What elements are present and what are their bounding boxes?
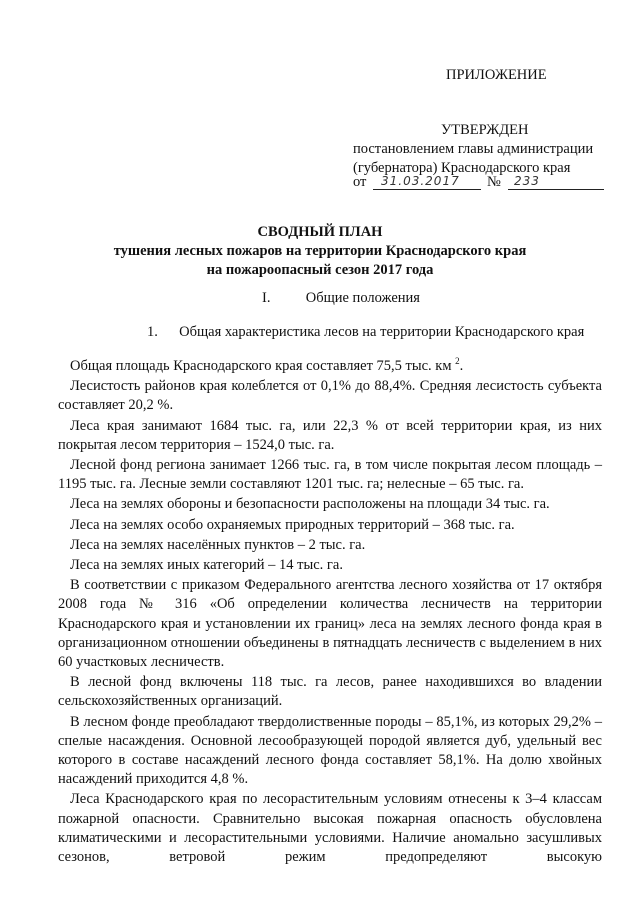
date-prefix: от [353, 174, 367, 190]
number-prefix: № [487, 174, 501, 190]
paragraph-settlements: Леса на землях населённых пунктов – 2 тыс. га. [70, 536, 366, 553]
paragraph-defense-lands: Леса на землях обороны и безопасности расположены на площади 34 тыс. га. [70, 496, 550, 513]
title-line-1: СВОДНЫЙ ПЛАН [257, 224, 383, 240]
paragraph-protected-areas: Леса на землях особо охраняемых природных территорий – 368 тыс. га. [70, 516, 515, 533]
date-handwritten: 31.03.2017 [381, 174, 460, 188]
section-number: I. [262, 290, 271, 306]
document-title [0, 223, 640, 280]
paragraph-other-categories: Леса на землях иных категорий – 14 тыс. га. [70, 557, 343, 574]
decree-line-2: (губернатора) Краснодарского края [353, 160, 571, 176]
paragraph-forest-fund: Лесной фонд региона занимает 1266 тыс. га, в том числе покрытая лесом площадь – 1195 тыс. га. Лесные земли составляют 1201 тыс. га; нелесные – 65 тыс. га. [58, 457, 602, 493]
subsection-title: Общая характеристика лесов на территории Краснодарского края [179, 324, 585, 340]
paragraph-species-composition: В лесном фонде преобладают твердолиственные породы – 85,1%, из которых 29,2% – спелые насаждения. Основной лесообразующей породой является дуб, удельный вес которого в составе насаждений лесного фонда составляет 58,1%. На долю хвойных насаждений приходится 4,8 %. [58, 713, 602, 788]
paragraph-forest-cover: Лесистость районов края колеблется от 0,1% до 88,4%. Средняя лесистость субъекта составляет 20,2 %. [58, 378, 602, 414]
title-line-2: тушения лесных пожаров на территории Краснодарского края [113, 243, 527, 259]
section-title: Общие положения [305, 290, 420, 306]
paragraph-forest-area: Леса края занимают 1684 тыс. га, или 22,3 % от всей территории края, из них покрытая лесом территория – 1524,0 тыс. га. [58, 417, 602, 453]
subsection-number: 1. [147, 324, 158, 340]
section-heading [262, 289, 420, 308]
appendix-label: ПРИЛОЖЕНИЕ [446, 67, 547, 83]
approved-label: УТВЕРЖДЕН [441, 122, 529, 138]
paragraph-forestries-order: В соответствии с приказом Федерального агентства лесного хозяйства от 17 октября 2008 года № 316 «Об определении количества лесничеств на территории Краснодарского края и установлении их границ» леса на землях лесного фонда края в организационном отношении объединены в пятнадцать лесничеств с выделением в них 60 участковых лесничеств. [58, 577, 602, 671]
paragraph-fire-danger: Леса Краснодарского края по лесорастительным условиям отнесены к 3–4 классам пожарной опасности. Сравнительно высокая пожарная опасность обусловлена климатическими и лесорастительными условиями. Наличие аномально засушливых сезонов, ветровой режим предопределяют высокую [58, 791, 602, 866]
number-handwritten: 233 [514, 174, 540, 188]
decree-date-line [353, 173, 605, 193]
paragraph-total-area: Общая площадь Краснодарского края составляет 75,5 тыс. км $^2$. [70, 356, 464, 374]
paragraph-agricultural-forests: В лесной фонд включены 118 тыс. га лесов, ранее находившихся во владении сельскохозяйственных организаций. [58, 674, 602, 710]
decree-line-1: постановлением главы администрации [353, 141, 594, 157]
title-line-3: на пожароопасный сезон 2017 года [206, 262, 434, 278]
document-body [58, 356, 602, 868]
subsection-heading [147, 323, 584, 342]
